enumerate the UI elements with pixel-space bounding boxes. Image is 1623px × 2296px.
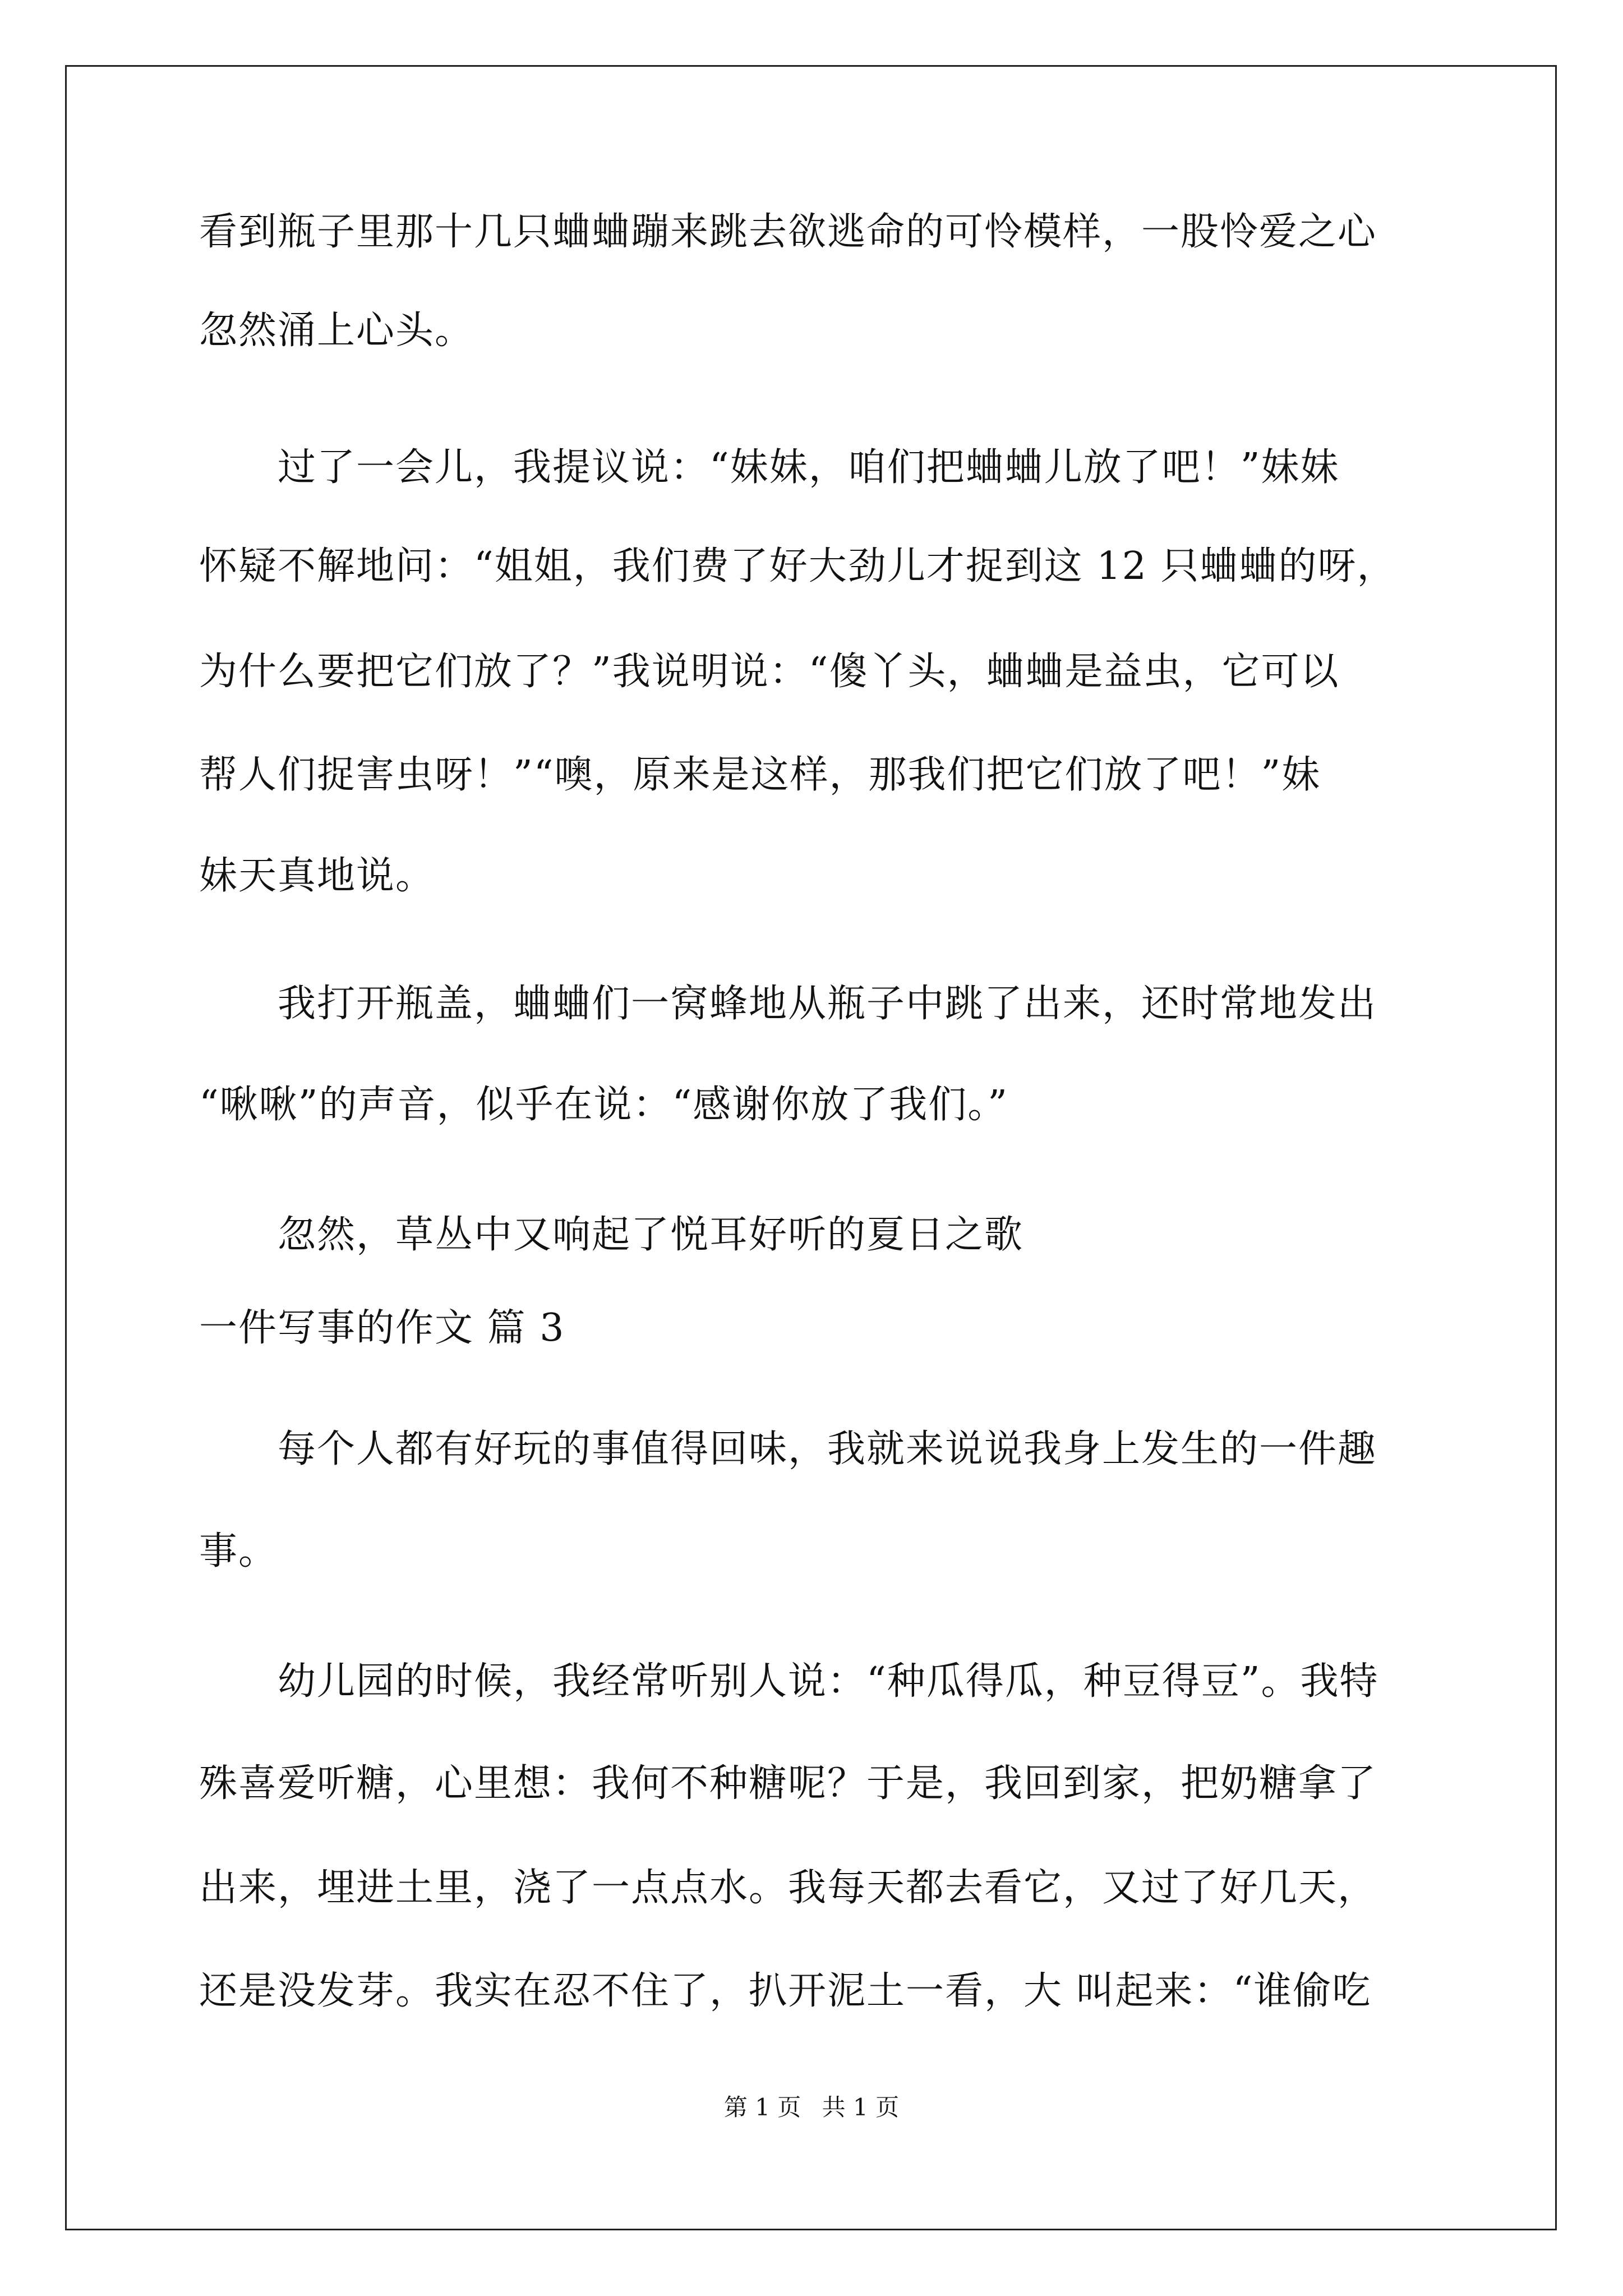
text-line: 幼儿园的时候，我经常听别人说：“种瓜得瓜，种豆得豆”。我特 — [199, 1659, 1379, 1704]
text-line: 怀疑不解地问：“姐姐，我们费了好大劲儿才捉到这 12 只蛐蛐的呀， — [199, 544, 1396, 588]
text-line: 为什么要把它们放了？”我说明说：“傻丫头，蛐蛐是益虫，它可以 — [199, 650, 1340, 694]
text-line: 每个人都有好玩的事值得回味，我就来说说我身上发生的一件趣 — [199, 1427, 1377, 1471]
text-line: 事。 — [199, 1529, 278, 1573]
text-line: 帮人们捉害虫呀！”“噢，原来是这样，那我们把它们放了吧！”妹 — [199, 753, 1321, 797]
text-line: 过了一会儿，我提议说：“妹妹，咱们把蛐蛐儿放了吧！”妹妹 — [199, 445, 1340, 490]
text-line: 看到瓶子里那十几只蛐蛐蹦来跳去欲逃命的可怜模样，一股怜爱之心 — [199, 210, 1377, 254]
page-footer — [0, 2093, 1623, 2121]
page-number: 第 1 页 — [723, 2093, 801, 2121]
text-line: 还是没发芽。我实在忍不住了，扒开泥土一看，大 叫起来：“谁偷吃 — [199, 1969, 1372, 2013]
section-heading: 一件写事的作文 篇 3 — [199, 1306, 565, 1350]
text-line: 殊喜爱听糖，心里想：我何不种糖呢？于是，我回到家，把奶糖拿了 — [199, 1761, 1377, 1806]
text-line: 妹天真地说。 — [199, 854, 435, 898]
page-total: 共 1 页 — [822, 2093, 900, 2121]
text-line: 忽然，草丛中又响起了悦耳好听的夏日之歌 — [199, 1213, 1024, 1257]
text-line: 忽然涌上心头。 — [199, 309, 474, 353]
text-line: “啾啾”的声音，似乎在说：“感谢你放了我们。” — [199, 1083, 1009, 1127]
text-line: 出来，埋进土里，浇了一点点水。我每天都去看它，又过了好几天， — [199, 1866, 1377, 1910]
text-line: 我打开瓶盖，蛐蛐们一窝蜂地从瓶子中跳了出来，还时常地发出 — [199, 982, 1377, 1026]
